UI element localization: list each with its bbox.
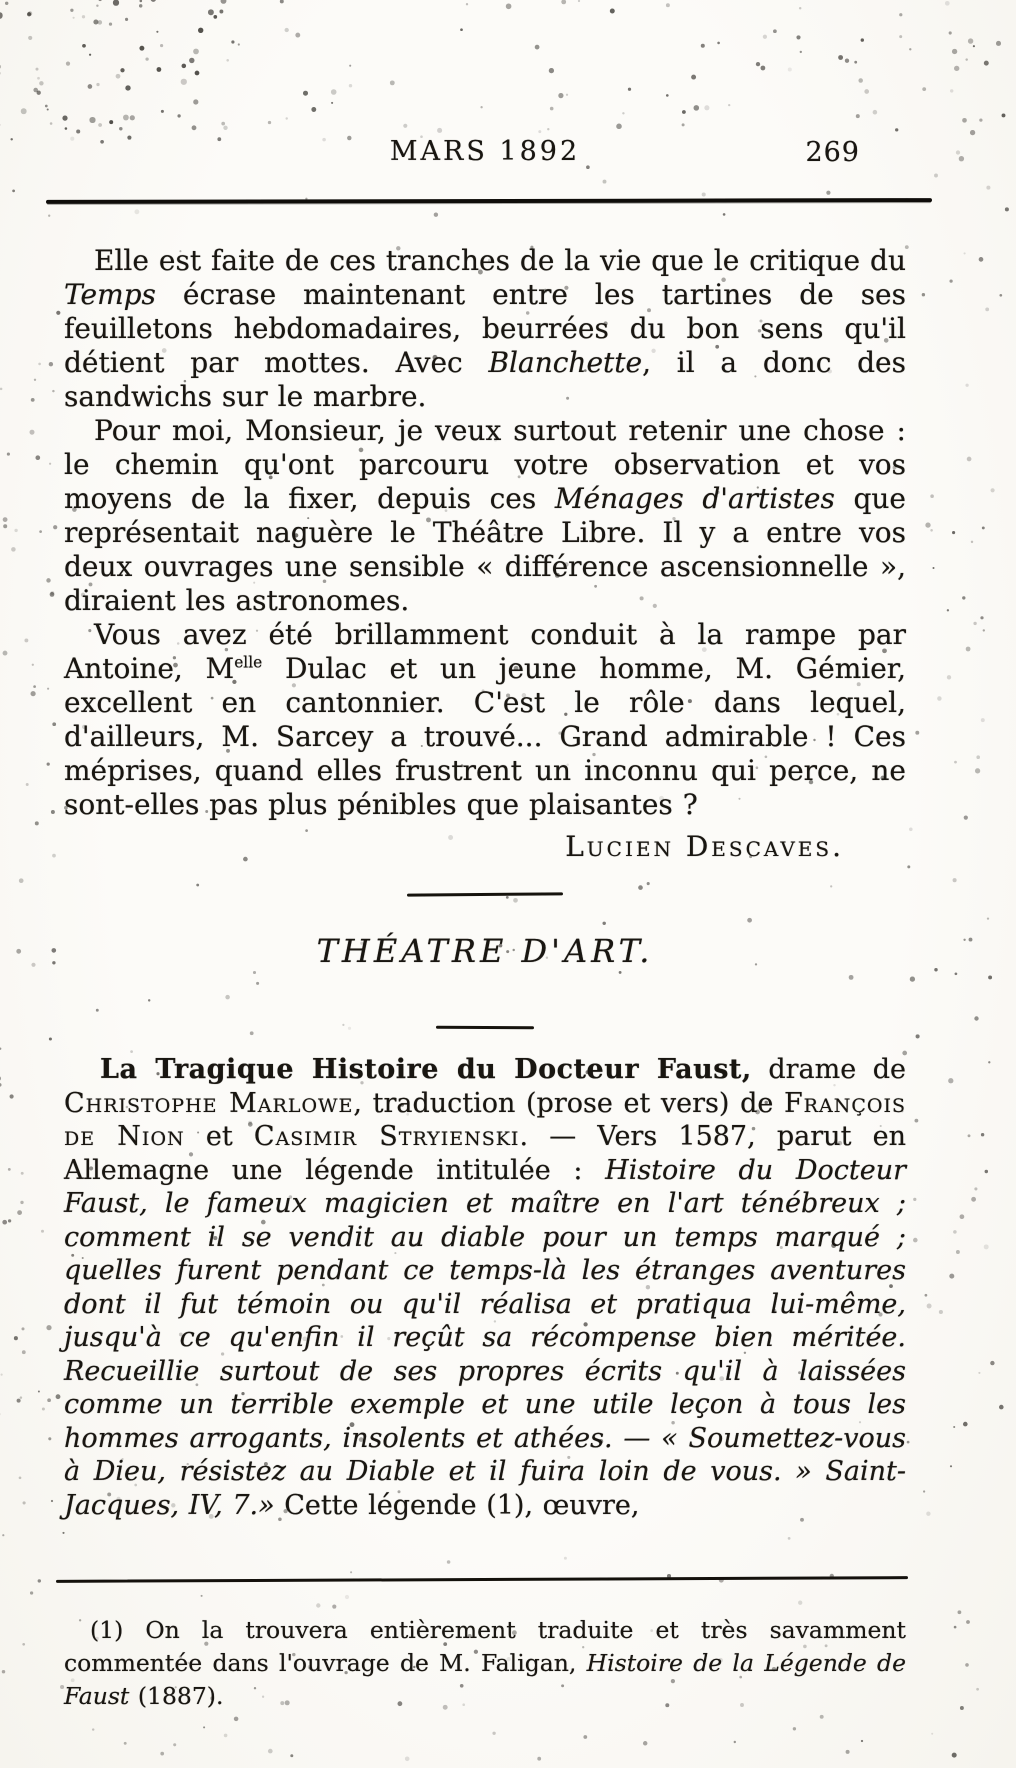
footnote-rule <box>56 1576 908 1583</box>
footnote: (1) On la trouvera entièrement traduite et très savamment commentée dans l'ouvrage de M. Faligan, Histoire de la Légende de Faust (1887). <box>64 1616 906 1710</box>
letter-paragraph-1: Elle est faite de ces tranches de la vie que le critique du Temps écrase maintenant entre les tartines de ses feuilletons hebdomadaires, beurrées du bon sens qu'il détient par mottes. Avec Blanchette, il a donc des sandwichs sur le marbre. <box>64 244 906 413</box>
section-title: THÉATRE D'ART. <box>316 932 654 970</box>
running-head <box>64 136 906 172</box>
letter-paragraph-3: Vous avez été brillamment conduit à la rampe par Antoine, $M^{elle}$ Dulac et un jeune homme, M. Gémier, excellent en cantonnier. C'est le rôle dans lequel, d'ailleurs, M. Sarcey a trouvé... Grand admirable ! Ces méprises, quand elles frustrent un inconnu qui perce, ne sont-elles pas plus pénibles que plaisantes ? <box>64 618 906 821</box>
issue-title: MARS 1892 <box>389 136 581 167</box>
text-column <box>64 244 906 1522</box>
page-number: 269 <box>805 137 860 168</box>
section-divider-top <box>407 892 563 896</box>
section-divider-bottom <box>436 1026 534 1030</box>
header-rule <box>46 198 932 204</box>
review-paragraph: La Tragique Histoire du Docteur Faust, drame de Christophe Marlowe, traduction (prose et vers) de François de Nion et Casimir Stryienski. — Vers 1587, parut en Allemagne une légende intitulée : Histoire du Docteur Faust, le fameux magicien et maître en l'art ténébreux ; comment il se vendit au diable pour un temps marqué ; quelles furent pendant ce temps-là les étranges aventures dont il fut témoin ou qu'il réalisa et pratiqua lui-même, jusqu'à ce qu'enfin il reçût sa récompense bien méritée. Recueillie surtout de ses propres écrits qu'il à laissées comme un terrible exemple et une utile leçon à tous les hommes arrogants, insolents et athées. — « Soumettez-vous à Dieu, résistez au Diable et il fuira loin de vous. » Saint-Jacques, IV, 7.» Cette légende (1), œuvre, <box>64 1054 907 1521</box>
letter-signature: Lucien Descaves. <box>565 830 844 863</box>
letter-paragraph-2: Pour moi, Monsieur, je veux surtout retenir une chose : le chemin qu'ont parcouru votre observation et vos moyens de la fixer, depuis ces Ménages d'artistes que représentait naguère le Théâtre Libre. Il y a entre vos deux ouvrages une sensible « différence ascensionnelle », diraient les astronomes. <box>64 414 907 617</box>
